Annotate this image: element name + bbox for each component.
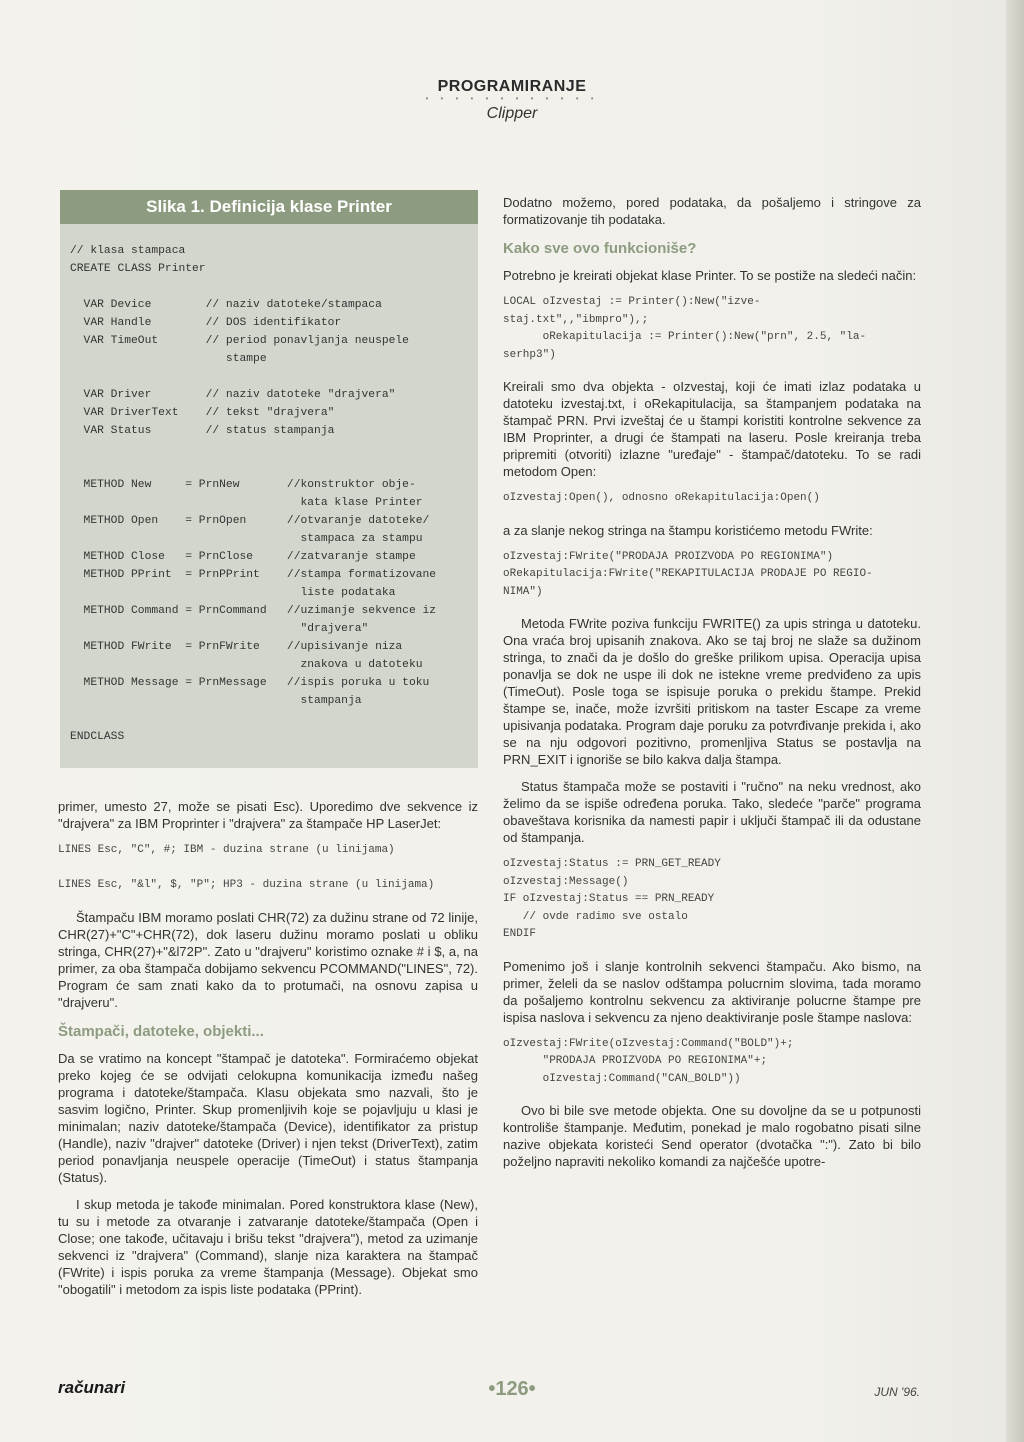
page-number: •126• xyxy=(488,1378,536,1400)
paragraph: Status štampača može se postaviti i "ručno" na neku vrednost, ako želimo da se ispiše određena poruka. Tako, sledeće "parče" programa obaveštava korisnika da namesti papir i uključi štampač ili da odustane od štampanja. xyxy=(503,779,921,845)
code-listing: oIzvestaj:FWrite(oIzvestaj:Command("BOLD")+; "PRODAJA PROIZVODA PO REGIONIMA"+; oIzvestaj:Command("CAN_BOLD")) xyxy=(503,1037,794,1085)
figure-title: Slika 1. Definicija klase Printer xyxy=(60,190,478,224)
paragraph: Da se vratimo na koncept "štampač je datoteka". Formiraćemo objekat preko kojeg će se odvijati celokupna komunikacija između našeg programa i datoteke/štampača. Klasu objekata smo nazvali, što je sasvim logično, Printer. Skup promenljivih koje se pojavljuju u klasi je minimalan; naziv datoteke/štampača (Device), identifikator za pristup (Handle), naziv "drajver" datoteke (Driver) i njen tekst (DriverText), zatim period ponavljanja neuspele operacije (TimeOut) i status štampanja (Status). xyxy=(58,1050,478,1185)
magazine-logo: računari xyxy=(58,1378,126,1397)
subheading: Štampači, datoteke, objekti... xyxy=(58,1022,264,1040)
figure-code: // klasa stampaca CREATE CLASS Printer VAR Device // naziv datoteke/stampaca VAR Handle // DOS identifikator VAR TimeOut // period ponavljanja neuspele stampe VAR Driver // naziv datoteke "drajvera" VAR DriverText // tekst "drajvera" VAR Status // status stampanja METHOD New = PrnNew //konstruktor obje- kata klase Printer METHOD Open = PrnOpen //otvaranje datoteke/ stampaca za stampu METHOD Close = PrnClose //zatvaranje stampe METHOD PPrint = PrnPPrint //stampa formatizovane liste podataka METHOD Command = PrnCommand //uzimanje sekvence iz "drajvera" METHOD FWrite = PrnFWrite //upisivanje niza znakova u datoteku METHOD Message = PrnMessage //ispis poruka u toku stampanja ENDCLASS xyxy=(70,245,437,743)
paragraph: I skup metoda je takođe minimalan. Pored konstruktora klase (New), tu su i metode za otvaranje i zatvaranje datoteke/štampača (Open i Close; one takođe, učitavaju i brišu tekst "drajvera"), metod za uzimanje sekvenci iz "drajvera" (Command), slanje niza karaktera na štampač (FWrite) i ispis poruka za vreme štampanja (Message). Objekat smo "obogatili" i metodom za ispis liste podataka (PPrint). xyxy=(58,1196,478,1297)
paragraph: primer, umesto 27, može se pisati Esc). Uporedimo dve sekvence iz "drajvera" za IBM Proprinter i "drajvera" za štampače HP LaserJet: xyxy=(58,799,478,831)
paragraph: Pomenimo još i slanje kontrolnih sekvenci štampaču. Ako bismo, na primer, želeli da se naslov odštampa polucrnim slovima, tada moramo da pošaljemo kontrolnu sekvencu za aktiviranje polucrne štampe pre ispisa naslova i sekvencu za njeno deaktiviranje posle štampe naslova: xyxy=(503,958,921,1025)
issue-date: JUN '96. xyxy=(874,1385,920,1399)
code-listing: LINES Esc, "C", #; IBM - duzina strane (u linijama) LINES Esc, "&l", $, "P"; HP3 - duzina strane (u linijama) xyxy=(58,844,435,891)
paragraph: Potrebno je kreirati objekat klase Printer. To se postiže na sledeći način: xyxy=(503,268,917,283)
right-text-column xyxy=(503,194,921,1180)
code-listing: oIzvestaj:FWrite("PRODAJA PROIZVODA PO REGIONIMA") oRekapitulacija:FWrite("REKAPITULACIJA PRODAJE PO REGIO- NIMA") xyxy=(503,550,873,598)
page-header xyxy=(0,78,1024,123)
left-text-column xyxy=(58,798,478,1308)
page-edge xyxy=(1006,0,1024,1442)
paragraph: Metoda FWrite poziva funkciju FWRITE() za upis stringa u datoteku. Ona vraća broj upisanih znakova. Ako se taj broj ne slaže sa dužinom stringa, to znači da je došlo do greške prilikom upisa. Operacija upisa ponavlja se dok ne uspe ili dok ne istekne vreme predviđeno za upis (TimeOut). Posle toga se ispisuje poruka o prekidu štampe. Prekid štampe se, inače, može izvršiti pritiskom na taster Escape za vreme upisivanja podataka. Program daje poruku za potvrđivanje prekida i, ako se na nju odgovori pozitivno, promenljiva Status se postavlja na PRN_EXIT i ignoriše se bilo kakva dalja štampa. xyxy=(503,616,921,767)
header-dots: • • • • • • • • • • • • xyxy=(425,94,599,103)
paragraph: a za slanje nekog stringa na štampu koristićemo metodu FWrite: xyxy=(503,522,873,538)
subheading: Kako sve ovo funkcioniše? xyxy=(503,240,697,257)
section-subtitle: Clipper xyxy=(486,105,538,122)
paragraph: Štampaču IBM moramo poslati CHR(72) za dužinu strane od 72 linije, CHR(27)+"C"+CHR(72), dok laseru dužinu moramo poslati u obliku stringa, CHR(27)+"&l72P". Zato u "drajveru" koristimo oznake # i $, a, na primer, za oba štampača dobijamo sekvencu PCOMMAND("LINES", 72). Program će sam znati kako da to protumači, na osnovu zapisa u "drajveru". xyxy=(58,909,478,1010)
figure-code-box xyxy=(60,190,478,768)
code-listing: oIzvestaj:Status := PRN_GET_READY oIzvestaj:Message() IF oIzvestaj:Status == PRN_READY // ovde radimo sve ostalo ENDIF xyxy=(503,858,721,940)
code-listing: LOCAL oIzvestaj := Printer():New("izve- staj.txt",,"ibmpro"),; oRekapitulacija := Printer():New("prn", 2.5, "la- serhp3") xyxy=(503,296,867,361)
code-listing: oIzvestaj:Open(), odnosno oRekapitulacija:Open() xyxy=(503,492,820,504)
section-title: PROGRAMIRANJE xyxy=(437,78,587,95)
paragraph: Kreirali smo dva objekta - oIzvestaj, koji će imati izlaz podataka u datoteku izvestaj.txt, i oRekapitulacija, sa štampanjem podataka na štampač PRN. Prvi izveštaj će u štampi koristiti kontrolne sekvence za IBM Proprinter, a drugi će štampati na laseru. Posle kreiranja treba pripremiti (otvoriti) izlazne "uređaje" - štampač/datoteku. To se radi metodom Open: xyxy=(503,379,921,479)
paragraph: Dodatno možemo, pored podataka, da pošaljemo i stringove za formatizovanje tih podataka. xyxy=(503,195,921,227)
paragraph: Ovo bi bile sve metode objekta. One su dovoljne da se u potpunosti kontroliše štampanje. Međutim, ponekad je malo rogobatno pisati silne nazive objekata koristeći Send operator (dvotačka ":"). Zato bi bilo poželjno napraviti nekoliko komandi za najčešće upotre- xyxy=(503,1103,921,1169)
